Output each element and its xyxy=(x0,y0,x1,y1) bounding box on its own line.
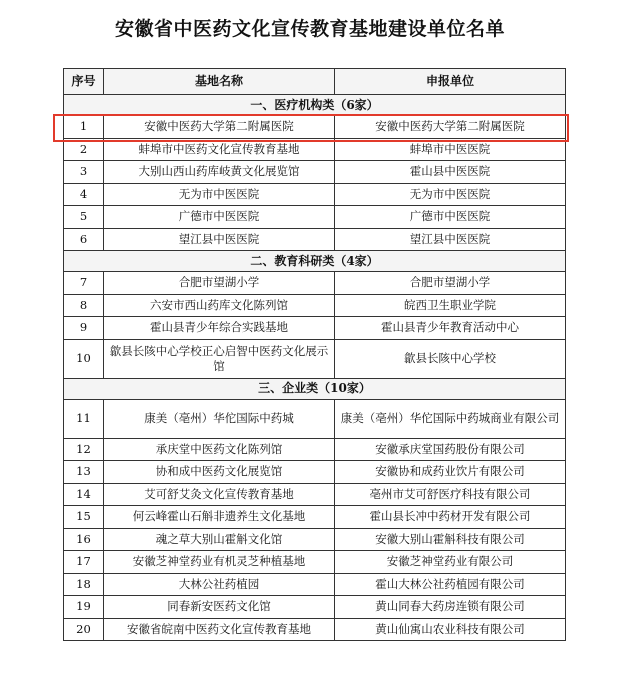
row-index: 14 xyxy=(64,483,104,506)
base-name-cell: 歙县长陔中心学校正心启智中医药文化展示馆 xyxy=(104,339,335,378)
section-label: 二、教育科研类（4家） xyxy=(64,251,566,272)
row-index: 5 xyxy=(64,206,104,229)
row-index: 13 xyxy=(64,461,104,484)
applicant-cell: 合肥市望湖小学 xyxy=(335,272,566,295)
row-index: 16 xyxy=(64,528,104,551)
base-name-cell: 承庆堂中医药文化陈列馆 xyxy=(104,438,335,461)
applicant-cell: 安徽中医药大学第二附属医院 xyxy=(335,116,566,139)
table-row xyxy=(64,317,566,340)
row-index: 4 xyxy=(64,183,104,206)
table-row xyxy=(64,551,566,574)
table-row xyxy=(64,116,566,139)
base-name-cell: 安徽省皖南中医药文化宣传教育基地 xyxy=(104,618,335,641)
section-header-row xyxy=(64,251,566,272)
table-row xyxy=(64,483,566,506)
base-name-cell: 何云峰霍山石斛非遗养生文化基地 xyxy=(104,506,335,529)
base-name-cell: 广德市中医医院 xyxy=(104,206,335,229)
applicant-cell: 蚌埠市中医医院 xyxy=(335,138,566,161)
base-name-cell: 蚌埠市中医药文化宣传教育基地 xyxy=(104,138,335,161)
applicant-cell: 康美（亳州）华佗国际中药城商业有限公司 xyxy=(335,399,566,438)
row-index: 3 xyxy=(64,161,104,184)
applicant-cell: 安徽协和成药业饮片有限公司 xyxy=(335,461,566,484)
table-row xyxy=(64,339,566,378)
row-index: 19 xyxy=(64,596,104,619)
base-name-cell: 协和成中医药文化展览馆 xyxy=(104,461,335,484)
applicant-cell: 亳州市艾可舒医疗科技有限公司 xyxy=(335,483,566,506)
base-name-cell: 安徽中医药大学第二附属医院 xyxy=(104,116,335,139)
base-name-cell: 同春新安医药文化馆 xyxy=(104,596,335,619)
base-name-cell: 合肥市望湖小学 xyxy=(104,272,335,295)
base-name-cell: 望江县中医医院 xyxy=(104,228,335,251)
table-row xyxy=(64,399,566,438)
applicant-cell: 霍山大林公社药植园有限公司 xyxy=(335,573,566,596)
table-header-row xyxy=(64,69,566,95)
row-index: 9 xyxy=(64,317,104,340)
base-name-cell: 霍山县青少年综合实践基地 xyxy=(104,317,335,340)
row-index: 7 xyxy=(64,272,104,295)
applicant-cell: 黄山仙寓山农业科技有限公司 xyxy=(335,618,566,641)
base-name-cell: 安徽芝神堂药业有机灵芝种植基地 xyxy=(104,551,335,574)
row-index: 11 xyxy=(64,399,104,438)
table-row xyxy=(64,138,566,161)
row-index: 1 xyxy=(64,116,104,139)
table-row xyxy=(64,294,566,317)
base-name-cell: 无为市中医医院 xyxy=(104,183,335,206)
unit-list-table xyxy=(63,68,566,641)
row-index: 2 xyxy=(64,138,104,161)
row-index: 18 xyxy=(64,573,104,596)
row-index: 8 xyxy=(64,294,104,317)
applicant-cell: 安徽承庆堂国药股份有限公司 xyxy=(335,438,566,461)
row-index: 10 xyxy=(64,339,104,378)
table-row xyxy=(64,528,566,551)
base-name-cell: 康美（亳州）华佗国际中药城 xyxy=(104,399,335,438)
table-row xyxy=(64,228,566,251)
row-index: 15 xyxy=(64,506,104,529)
table-row xyxy=(64,506,566,529)
base-name-cell: 魂之草大别山霍斛文化馆 xyxy=(104,528,335,551)
row-index: 12 xyxy=(64,438,104,461)
applicant-cell: 皖西卫生职业学院 xyxy=(335,294,566,317)
applicant-cell: 霍山县青少年教育活动中心 xyxy=(335,317,566,340)
applicant-cell: 霍山县中医医院 xyxy=(335,161,566,184)
applicant-cell: 霍山县长冲中药材开发有限公司 xyxy=(335,506,566,529)
applicant-cell: 无为市中医医院 xyxy=(335,183,566,206)
table-row xyxy=(64,573,566,596)
base-name-cell: 大林公社药植园 xyxy=(104,573,335,596)
table-row xyxy=(64,161,566,184)
header-applicant: 申报单位 xyxy=(335,69,566,95)
header-base-name: 基地名称 xyxy=(104,69,335,95)
row-index: 17 xyxy=(64,551,104,574)
section-header-row xyxy=(64,378,566,399)
table-row xyxy=(64,272,566,295)
table-row xyxy=(64,438,566,461)
applicant-cell: 安徽芝神堂药业有限公司 xyxy=(335,551,566,574)
row-index: 20 xyxy=(64,618,104,641)
base-name-cell: 艾可舒艾灸文化宣传教育基地 xyxy=(104,483,335,506)
base-name-cell: 大别山西山药库岐黄文化展览馆 xyxy=(104,161,335,184)
applicant-cell: 望江县中医医院 xyxy=(335,228,566,251)
applicant-cell: 歙县长陔中心学校 xyxy=(335,339,566,378)
table-row xyxy=(64,183,566,206)
section-header-row xyxy=(64,95,566,116)
section-label: 三、企业类（10家） xyxy=(64,378,566,399)
table-row xyxy=(64,206,566,229)
header-index: 序号 xyxy=(64,69,104,95)
applicant-cell: 安徽大别山霍斛科技有限公司 xyxy=(335,528,566,551)
table-row xyxy=(64,618,566,641)
table-row xyxy=(64,596,566,619)
page-title: 安徽省中医药文化宣传教育基地建设单位名单 xyxy=(114,18,505,40)
base-name-cell: 六安市西山药库文化陈列馆 xyxy=(104,294,335,317)
section-label: 一、医疗机构类（6家） xyxy=(64,95,566,116)
table-row xyxy=(64,461,566,484)
row-index: 6 xyxy=(64,228,104,251)
applicant-cell: 黄山同春大药房连锁有限公司 xyxy=(335,596,566,619)
applicant-cell: 广德市中医医院 xyxy=(335,206,566,229)
